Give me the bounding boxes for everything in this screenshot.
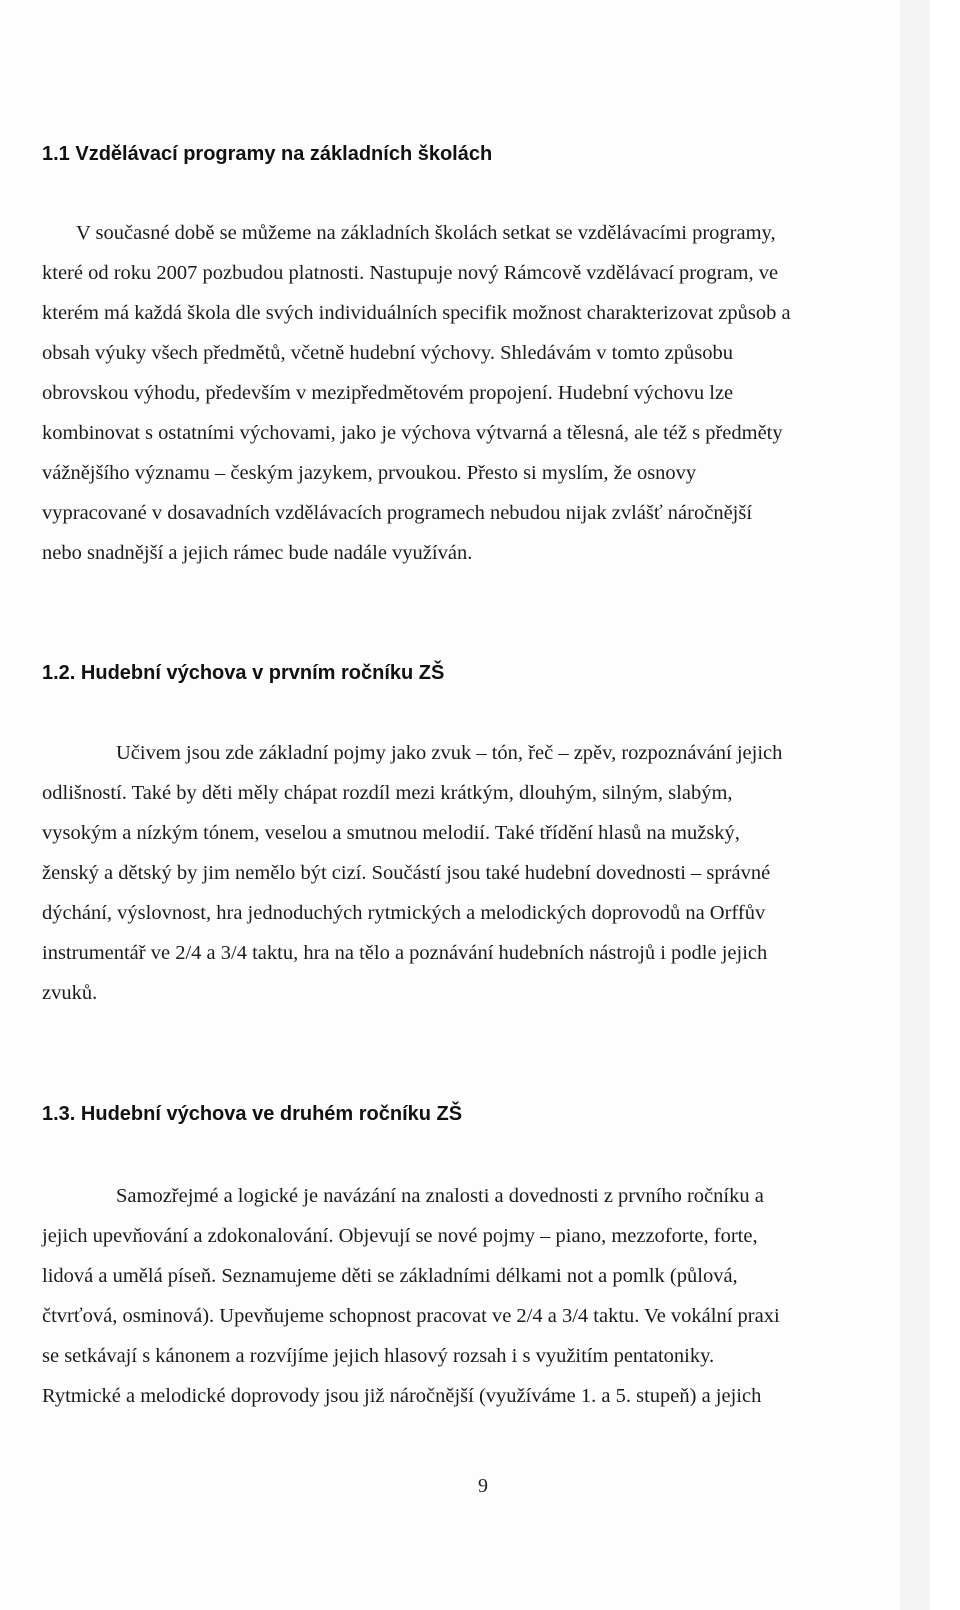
section-heading-1-3: 1.3. Hudební výchova ve druhém ročníku ZŠ — [42, 1103, 463, 1125]
text-line: vážnějšího významu – českým jazykem, prvoukou. Přesto si myslím, že osnovy — [42, 462, 697, 484]
text-line: odlišností. Také by děti měly chápat rozdíl mezi krátkým, dlouhým, silným, slabým, — [42, 782, 733, 804]
text-line: jejich upevňování a zdokonalování. Objevují se nové pojmy – piano, mezzoforte, forte, — [42, 1225, 758, 1247]
text-line: čtvrťová, osminová). Upevňujeme schopnost pracovat ve 2/4 a 3/4 taktu. Ve vokální praxi — [42, 1305, 780, 1327]
text-line: dýchání, výslovnost, hra jednoduchých rytmických a melodických doprovodů na Orffův — [42, 902, 766, 924]
text-line: které od roku 2007 pozbudou platnosti. Nastupuje nový Rámcově vzdělávací program, ve — [42, 262, 779, 284]
text-line: ženský a dětský by jim nemělo být cizí. Součástí jsou také hudební dovednosti – správné — [42, 862, 771, 884]
text-line: obrovskou výhodu, především v mezipředmětovém propojení. Hudební výchovu lze — [42, 382, 734, 404]
section-heading-1-1: 1.1 Vzdělávací programy na základních školách — [42, 143, 493, 165]
page-number: 9 — [478, 1475, 488, 1497]
section-heading-1-2: 1.2. Hudební výchova v prvním ročníku ZŠ — [42, 662, 445, 684]
text-line: instrumentář ve 2/4 a 3/4 taktu, hra na tělo a poznávání hudebních nástrojů i podle jejich — [42, 942, 768, 964]
text-line: vysokým a nízkým tónem, veselou a smutnou melodií. Také třídění hlasů na mužský, — [42, 822, 740, 844]
text-line: kombinovat s ostatními výchovami, jako je výchova výtvarná a tělesná, ale též s předměty — [42, 422, 783, 444]
text-line: zvuků. — [42, 982, 98, 1004]
text-line: vypracované v dosavadních vzdělávacích programech nebudou nijak zvlášť náročnější — [42, 502, 753, 524]
text-line: nebo snadnější a jejich rámec bude nadále využíván. — [42, 542, 473, 564]
text-line: Učivem jsou zde základní pojmy jako zvuk – tón, řeč – zpěv, rozpoznávání jejich — [116, 742, 783, 764]
text-line: kterém má každá škola dle svých individuálních specifik možnost charakterizovat způsob a — [42, 302, 791, 324]
text-line: se setkávají s kánonem a rozvíjíme jejich hlasový rozsah i s využitím pentatoniky. — [42, 1345, 715, 1367]
text-line: obsah výuky všech předmětů, včetně hudební výchovy. Shledávám v tomto způsobu — [42, 342, 733, 364]
text-line: lidová a umělá píseň. Seznamujeme děti se základními délkami not a pomlk (půlová, — [42, 1265, 738, 1287]
text-line: Rytmické a melodické doprovody jsou již náročnější (využíváme 1. a 5. stupeň) a jejich — [42, 1385, 762, 1407]
scan-edge — [900, 0, 930, 1610]
text-line: V současné době se můžeme na základních školách setkat se vzdělávacími programy, — [76, 222, 776, 244]
text-line: Samozřejmé a logické je navázání na znalosti a dovednosti z prvního ročníku a — [116, 1185, 764, 1207]
